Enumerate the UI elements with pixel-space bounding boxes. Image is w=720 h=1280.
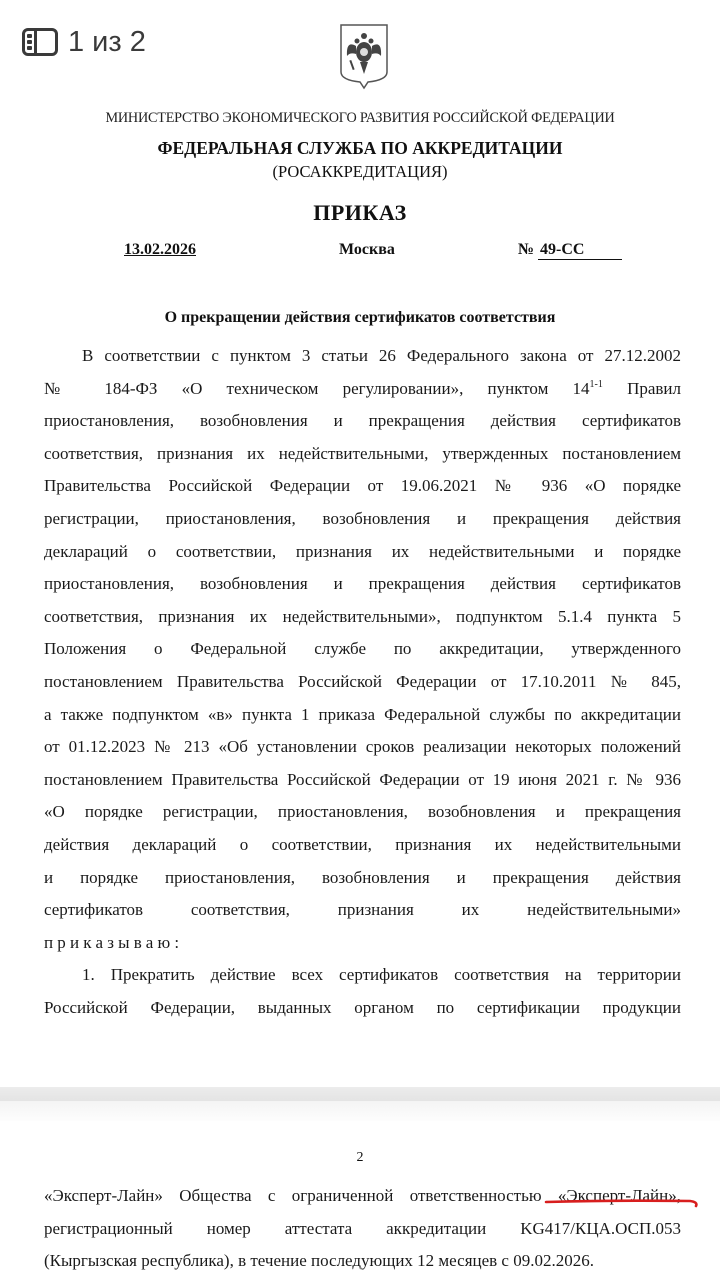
body-line-decree: приказываю: [44, 932, 184, 952]
body-line: приостановления, возобновления и прекращения действия сертификатов [44, 411, 681, 431]
body-line [44, 373, 681, 406]
body-line: (Кыргызская республика), в течение последующих 12 месяцев с 09.02.2026. [44, 1251, 594, 1271]
order-number-label: № [518, 241, 535, 258]
superscript: 1-1 [589, 378, 603, 390]
page-number: 2 [356, 1150, 364, 1165]
service-name: ФЕДЕРАЛЬНАЯ СЛУЖБА ПО АККРЕДИТАЦИИ [157, 138, 563, 158]
body-line-text: № 184-ФЗ «О техническом регулировании», пунктом 14 [44, 378, 590, 398]
page-separator [0, 1087, 720, 1101]
page-separator-shadow [0, 1101, 720, 1121]
body-line: соответствия, признания их недействительными», подпунктом 5.1.4 пункта 5 [44, 606, 681, 626]
body-line: «Эксперт-Лайн» Общества с ограниченной ответственностью «Эксперт-Лайн», [44, 1186, 681, 1205]
page-count-label: 1 из 2 [68, 25, 146, 58]
order-body [44, 340, 681, 1024]
body-line-tail: Правил [627, 378, 681, 398]
page-indicator[interactable] [22, 24, 146, 60]
page2-body [44, 1180, 681, 1278]
body-line: регистрационный номер аттестата аккредитации KG417/КЦА.ОСП.053 [44, 1218, 681, 1238]
body-line: регистрации, приостановления, возобновления и прекращения действия [44, 508, 681, 528]
order-number: 49-СС [538, 241, 622, 260]
body-line: В соответствии с пунктом 3 статьи 26 Федерального закона от 27.12.2002 [82, 346, 681, 365]
body-line: и порядке приостановления, возобновления и прекращения действия [44, 867, 681, 887]
body-line: Российской Федерации, выданных органом по сертификации продукции [44, 997, 681, 1017]
body-line: Положения о Федеральной службе по аккредитации, утвержденного [44, 639, 681, 659]
body-line: приостановления, возобновления и прекращения действия сертификатов [44, 574, 681, 594]
body-line: постановлением Правительства Российской Федерации от 19 июня 2021 г. № 936 [44, 769, 681, 789]
body-line: 1. Прекратить действие всех сертификатов соответствия на территории [82, 965, 681, 985]
order-city: Москва [339, 241, 395, 258]
order-subject: О прекращении действия сертификатов соответствия [164, 309, 556, 326]
coat-of-arms-icon [338, 22, 390, 90]
body-line: деклараций о соответствии, признания их недействительными и порядке [44, 541, 681, 561]
body-line: постановлением Правительства Российской Федерации от 17.10.2011 № 845, [44, 671, 681, 691]
sidebar-pages-icon[interactable] [22, 28, 58, 56]
body-line: действия деклараций о соответствии, признания их недействительными [44, 834, 681, 854]
body-line: сертификатов соответствия, признания их недействительными» [44, 900, 681, 920]
body-line: а также подпунктом «в» пункта 1 приказа Федеральной службы по аккредитации [44, 704, 681, 724]
ministry-name: МИНИСТЕРСТВО ЭКОНОМИЧЕСКОГО РАЗВИТИЯ РОССИЙСКОЙ ФЕДЕРАЦИИ [105, 110, 615, 126]
document-type: ПРИКАЗ [313, 200, 407, 225]
order-date: 13.02.2026 [124, 241, 196, 258]
body-line: соответствия, признания их недействительными, утвержденных постановлением [44, 443, 681, 463]
body-line: от 01.12.2023 № 213 «Об установлении сроков реализации некоторых положений [44, 737, 681, 757]
body-line: «О порядке регистрации, приостановления, возобновления и прекращения [44, 802, 681, 822]
red-underline-annotation [540, 1198, 700, 1210]
body-line: Правительства Российской Федерации от 19.06.2021 № 936 «О порядке [44, 476, 681, 496]
service-abbreviation: (РОСАККРЕДИТАЦИЯ) [272, 162, 448, 181]
